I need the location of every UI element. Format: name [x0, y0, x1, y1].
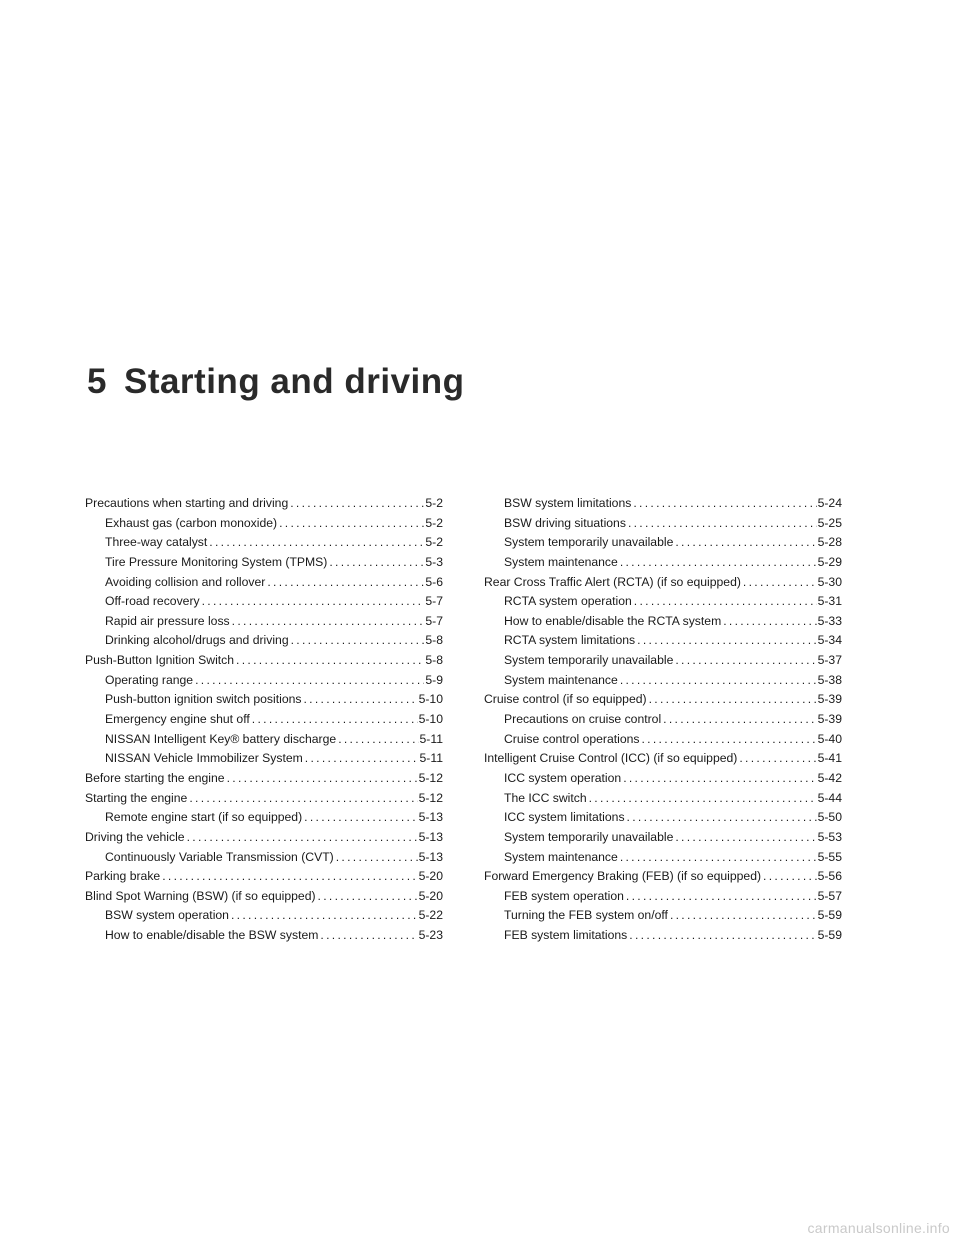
dot-leader — [723, 612, 816, 632]
dot-leader — [649, 690, 817, 710]
toc-entry[interactable] — [484, 671, 842, 691]
toc-entry[interactable] — [484, 592, 842, 612]
toc-column-right — [484, 494, 842, 946]
toc-entry[interactable] — [85, 553, 443, 573]
toc-entry-page: 5-38 — [817, 672, 842, 687]
dot-leader — [338, 730, 418, 750]
toc-entry[interactable] — [85, 631, 443, 651]
toc-entry-page: 5-13 — [418, 849, 443, 864]
toc-entry-label: System maintenance — [504, 554, 618, 569]
dot-leader — [267, 573, 424, 593]
toc-entry-page: 5-10 — [418, 692, 443, 707]
toc-entry-label: Continuously Variable Transmission (CVT) — [105, 849, 334, 864]
dot-leader — [279, 514, 424, 534]
toc-entry-label: Operating range — [105, 672, 194, 687]
dot-leader — [291, 631, 425, 651]
toc-entry-page: 5-20 — [418, 888, 443, 903]
toc-entry[interactable] — [484, 887, 842, 907]
toc-entry-label: RCTA system operation — [504, 594, 632, 609]
toc-entry-label: ICC system limitations — [504, 810, 625, 825]
toc-entry-page: 5-57 — [817, 888, 842, 903]
dot-leader — [320, 926, 417, 946]
dot-leader — [232, 612, 425, 632]
toc-entry-page: 5-2 — [425, 515, 443, 530]
toc-entry[interactable] — [484, 514, 842, 534]
dot-leader — [675, 533, 816, 553]
toc-entry[interactable] — [484, 651, 842, 671]
toc-entry-page: 5-33 — [817, 613, 842, 628]
toc-entry-page: 5-23 — [418, 928, 443, 943]
toc-entry-page: 5-29 — [817, 554, 842, 569]
dot-leader — [303, 690, 417, 710]
toc-entry-label: How to enable/disable the RCTA system — [504, 613, 722, 628]
toc-entry-page: 5-55 — [817, 849, 842, 864]
toc-entry-label: Intelligent Cruise Control (ICC) (if so equipped) — [484, 751, 738, 766]
toc-entry-page: 5-31 — [817, 594, 842, 609]
toc-entry-label: Exhaust gas (carbon monoxide) — [105, 515, 278, 530]
toc-entry-label: NISSAN Vehicle Immobilizer System — [105, 751, 303, 766]
toc-entry[interactable] — [85, 651, 443, 671]
toc-entry-label: System maintenance — [504, 849, 618, 864]
dot-leader — [589, 789, 817, 809]
dot-leader — [336, 848, 418, 868]
toc-entry-label: Avoiding collision and rollover — [105, 574, 266, 589]
toc-entry-page: 5-8 — [425, 653, 443, 668]
toc-entry[interactable] — [484, 808, 842, 828]
toc-entry-page: 5-8 — [425, 633, 443, 648]
toc-entry-label: FEB system operation — [504, 888, 624, 903]
toc-entry-page: 5-44 — [817, 790, 842, 805]
toc-entry-label: Drinking alcohol/drugs and driving — [105, 633, 289, 648]
toc-entry[interactable] — [484, 573, 842, 593]
toc-entry[interactable] — [484, 631, 842, 651]
dot-leader — [209, 533, 424, 553]
dot-leader — [663, 710, 816, 730]
dot-leader — [236, 651, 424, 671]
toc-entry-page: 5-22 — [418, 908, 443, 923]
toc-entry[interactable] — [85, 887, 443, 907]
toc-entry-page: 5-7 — [425, 613, 443, 628]
dot-leader — [318, 887, 418, 907]
toc-entry[interactable] — [85, 690, 443, 710]
toc-entry-page: 5-59 — [817, 908, 842, 923]
toc-entry-page: 5-40 — [817, 731, 842, 746]
dot-leader — [252, 710, 418, 730]
toc-entry-label: Rear Cross Traffic Alert (RCTA) (if so equipped) — [484, 574, 741, 589]
toc-entry-label: Three-way catalyst — [105, 535, 208, 550]
dot-leader — [675, 828, 816, 848]
toc-entry-label: BSW system limitations — [504, 496, 632, 510]
dot-leader — [290, 494, 424, 514]
toc-entry-label: Rapid air pressure loss — [105, 613, 230, 628]
toc-entry[interactable] — [484, 494, 842, 514]
toc-entry-page: 5-6 — [425, 574, 443, 589]
dot-leader — [195, 671, 424, 691]
toc-entry-label: Off-road recovery — [105, 594, 200, 609]
toc-entry[interactable] — [484, 906, 842, 926]
dot-leader — [626, 887, 817, 907]
toc-entry[interactable] — [484, 553, 842, 573]
dot-leader — [620, 671, 817, 691]
toc-entry[interactable] — [85, 612, 443, 632]
toc-entry-label: Starting the engine — [85, 790, 188, 805]
toc-entry-page: 5-37 — [817, 653, 842, 668]
toc-entry[interactable] — [85, 573, 443, 593]
chapter-title-text: Starting and driving — [123, 362, 465, 401]
dot-leader — [162, 867, 417, 887]
dot-leader — [305, 749, 419, 769]
toc-entry-page: 5-3 — [425, 554, 443, 569]
dot-leader — [628, 514, 817, 534]
toc-entry[interactable] — [85, 494, 443, 514]
toc-entry-label: Before starting the engine — [85, 770, 225, 785]
toc-entry-page: 5-24 — [817, 496, 842, 510]
toc-entry-label: Cruise control (if so equipped) — [484, 692, 647, 707]
toc-entry[interactable] — [85, 906, 443, 926]
toc-entry[interactable] — [85, 671, 443, 691]
toc-entry-label: FEB system limitations — [504, 928, 628, 943]
toc-entry[interactable] — [85, 867, 443, 887]
dot-leader — [623, 769, 816, 789]
toc-entry-page: 5-10 — [418, 712, 443, 727]
toc-entry-label: The ICC switch — [504, 790, 587, 805]
toc-entry-page: 5-12 — [418, 770, 443, 785]
toc-entry-label: System temporarily unavailable — [504, 653, 674, 668]
toc-entry[interactable] — [85, 749, 443, 769]
dot-leader — [637, 631, 816, 651]
toc-entry-page: 5-42 — [817, 770, 842, 785]
toc-entry-label: RCTA system limitations — [504, 633, 636, 648]
dot-leader — [627, 808, 817, 828]
toc-entry-label: Precautions when starting and driving — [85, 496, 289, 510]
dot-leader — [227, 769, 418, 789]
chapter-title — [87, 362, 465, 402]
dot-leader — [670, 906, 817, 926]
toc-entry-label: System temporarily unavailable — [504, 535, 674, 550]
toc-entry-label: Parking brake — [85, 869, 161, 884]
toc-entry-page: 5-25 — [817, 515, 842, 530]
toc-entry[interactable] — [484, 730, 842, 750]
toc-entry[interactable] — [484, 710, 842, 730]
toc-entry[interactable] — [85, 730, 443, 750]
toc-entry-label: Remote engine start (if so equipped) — [105, 810, 303, 825]
dot-leader — [629, 926, 816, 946]
toc-entry[interactable] — [85, 789, 443, 809]
watermark: carmanualsonline.info — [807, 1220, 950, 1236]
toc-entry[interactable] — [484, 828, 842, 848]
toc-entry-page: 5-11 — [419, 751, 443, 766]
toc-entry-page: 5-39 — [817, 692, 842, 707]
toc-entry-page: 5-53 — [817, 829, 842, 844]
dot-leader — [329, 553, 424, 573]
toc-entry-label: ICC system operation — [504, 770, 622, 785]
toc-entry-page: 5-2 — [425, 535, 443, 550]
toc-entry-label: Driving the vehicle — [85, 829, 185, 844]
toc-entry-label: Cruise control operations — [504, 731, 640, 746]
toc-entry[interactable] — [484, 926, 842, 946]
toc-entry-page: 5-30 — [817, 574, 842, 589]
toc-entry-page: 5-20 — [418, 869, 443, 884]
dot-leader — [620, 553, 817, 573]
toc-entry-page: 5-50 — [817, 810, 842, 825]
toc-entry-page: 5-34 — [817, 633, 842, 648]
dot-leader — [202, 592, 425, 612]
toc-entry[interactable] — [85, 828, 443, 848]
toc-entry-label: Tire Pressure Monitoring System (TPMS) — [105, 554, 328, 569]
toc-entry-label: System temporarily unavailable — [504, 829, 674, 844]
toc-entry-page: 5-39 — [817, 712, 842, 727]
toc-entry-label: Push-Button Ignition Switch — [85, 653, 235, 668]
toc-entry-label: Push-button ignition switch positions — [105, 692, 302, 707]
toc-entry[interactable] — [85, 769, 443, 789]
dot-leader — [189, 789, 417, 809]
toc-entry[interactable] — [484, 690, 842, 710]
toc-entry[interactable] — [484, 612, 842, 632]
toc-entry[interactable] — [484, 789, 842, 809]
toc-entry-label: NISSAN Intelligent Key® battery discharge — [105, 731, 337, 746]
toc-entry[interactable] — [484, 848, 842, 868]
dot-leader — [743, 573, 817, 593]
toc-column-left — [85, 494, 443, 946]
toc-entry-label: BSW driving situations — [504, 515, 626, 530]
toc-entry-label: Turning the FEB system on/off — [504, 908, 668, 923]
toc-entry-label: Emergency engine shut off — [105, 712, 250, 727]
toc-entry-label: BSW system operation — [105, 908, 229, 923]
chapter-number: 5 — [87, 362, 107, 401]
toc-entry[interactable] — [85, 533, 443, 553]
dot-leader — [304, 808, 417, 828]
toc-entry-page: 5-28 — [817, 535, 842, 550]
toc-entry-page: 5-59 — [817, 928, 842, 943]
toc-entry[interactable] — [85, 926, 443, 946]
toc-entry[interactable] — [484, 867, 842, 887]
toc-entry[interactable] — [484, 533, 842, 553]
toc-entry-label: Forward Emergency Braking (FEB) (if so equipped) — [484, 869, 762, 884]
dot-leader — [231, 906, 418, 926]
toc-entry-label: How to enable/disable the BSW system — [105, 928, 319, 943]
dot-leader — [642, 730, 817, 750]
dot-leader — [675, 651, 816, 671]
toc-entry[interactable] — [85, 848, 443, 868]
dot-leader — [620, 848, 817, 868]
toc-entry[interactable] — [484, 769, 842, 789]
toc-entry-page: 5-13 — [418, 810, 443, 825]
toc-entry-page: 5-9 — [425, 672, 443, 687]
toc-entry[interactable] — [85, 710, 443, 730]
toc-entry[interactable] — [85, 592, 443, 612]
toc-entry-label: System maintenance — [504, 672, 618, 687]
toc-entry[interactable] — [85, 808, 443, 828]
toc-entry[interactable] — [85, 514, 443, 534]
dot-leader — [187, 828, 418, 848]
dot-leader — [739, 749, 816, 769]
dot-leader — [633, 494, 816, 514]
toc-entry-page: 5-41 — [817, 751, 842, 766]
toc-entry[interactable] — [484, 749, 842, 769]
toc-entry-page: 5-56 — [817, 869, 842, 884]
toc-entry-page: 5-2 — [425, 496, 443, 510]
toc-entry-page: 5-7 — [425, 594, 443, 609]
dot-leader — [634, 592, 817, 612]
toc-entry-page: 5-12 — [418, 790, 443, 805]
dot-leader — [763, 867, 817, 887]
toc-entry-page: 5-11 — [419, 731, 443, 746]
toc-entry-label: Blind Spot Warning (BSW) (if so equipped) — [85, 888, 316, 903]
toc-entry-label: Precautions on cruise control — [504, 712, 662, 727]
toc-entry-page: 5-13 — [418, 829, 443, 844]
